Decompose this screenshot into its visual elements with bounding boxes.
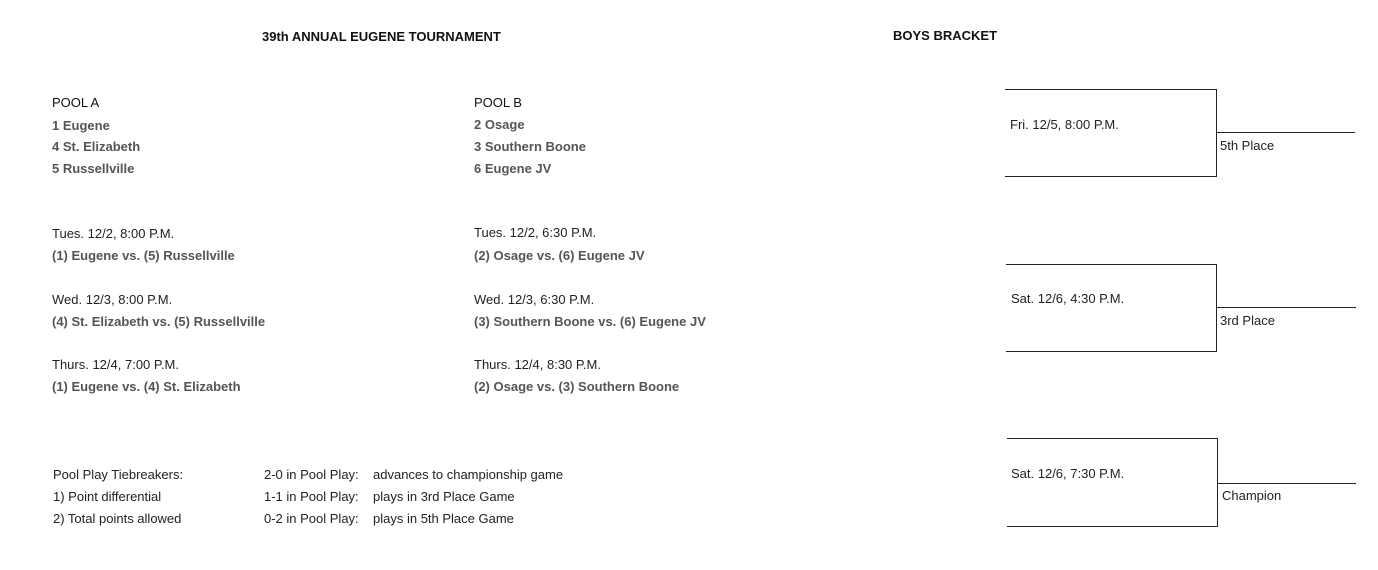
tiebreakers-title: Pool Play Tiebreakers: bbox=[53, 467, 184, 482]
bracket-line-out bbox=[1217, 483, 1356, 484]
game-matchup: (1) Eugene vs. (5) Russellville bbox=[52, 248, 235, 263]
game-date: Thurs. 12/4, 7:00 P.M. bbox=[52, 357, 179, 372]
bracket-line-bottom bbox=[1006, 351, 1217, 352]
outcome-record: 1-1 in Pool Play: bbox=[264, 489, 359, 504]
outcome-result: plays in 3rd Place Game bbox=[373, 489, 515, 504]
pool-b-team: 2 Osage bbox=[474, 117, 525, 132]
bracket-line-vertical bbox=[1216, 89, 1217, 177]
bracket-game-label: 5th Place bbox=[1220, 138, 1275, 153]
bracket-game-label: Champion bbox=[1222, 488, 1282, 503]
bracket-game-time: Fri. 12/5, 8:00 P.M. bbox=[1010, 117, 1119, 132]
bracket-line-top bbox=[1006, 264, 1217, 265]
pool-a-team: 4 St. Elizabeth bbox=[52, 139, 141, 154]
game-date: Wed. 12/3, 8:00 P.M. bbox=[52, 292, 173, 307]
bracket-line-bottom bbox=[1005, 176, 1217, 177]
pool-b-team: 6 Eugene JV bbox=[474, 161, 552, 176]
tiebreaker-item: 2) Total points allowed bbox=[53, 511, 182, 526]
bracket-line-top bbox=[1007, 438, 1218, 439]
game-date: Wed. 12/3, 6:30 P.M. bbox=[474, 292, 595, 307]
tiebreaker-item: 1) Point differential bbox=[53, 489, 162, 504]
bracket-line-out bbox=[1216, 307, 1356, 308]
outcome-result: plays in 5th Place Game bbox=[373, 511, 514, 526]
outcome-result: advances to championship game bbox=[373, 467, 564, 482]
pool-a-title: POOL A bbox=[52, 95, 100, 110]
game-matchup: (4) St. Elizabeth vs. (5) Russellville bbox=[52, 314, 266, 329]
outcome-record: 2-0 in Pool Play: bbox=[264, 467, 359, 482]
bracket-line-top bbox=[1005, 89, 1217, 90]
bracket-line-bottom bbox=[1007, 526, 1218, 527]
game-matchup: (1) Eugene vs. (4) St. Elizabeth bbox=[52, 379, 241, 394]
game-date: Tues. 12/2, 6:30 P.M. bbox=[474, 225, 597, 240]
game-date: Tues. 12/2, 8:00 P.M. bbox=[52, 226, 175, 241]
pool-b-team: 3 Southern Boone bbox=[474, 139, 586, 154]
bracket-title: BOYS BRACKET bbox=[893, 28, 998, 43]
bracket-game-label: 3rd Place bbox=[1220, 313, 1275, 328]
pool-b-title: POOL B bbox=[474, 95, 522, 110]
pool-a-team: 1 Eugene bbox=[52, 118, 110, 133]
bracket-line-out bbox=[1216, 132, 1355, 133]
game-matchup: (2) Osage vs. (6) Eugene JV bbox=[474, 248, 645, 263]
tournament-title: 39th ANNUAL EUGENE TOURNAMENT bbox=[262, 29, 501, 44]
game-matchup: (3) Southern Boone vs. (6) Eugene JV bbox=[474, 314, 706, 329]
bracket-game-time: Sat. 12/6, 4:30 P.M. bbox=[1011, 291, 1125, 306]
game-matchup: (2) Osage vs. (3) Southern Boone bbox=[474, 379, 680, 394]
bracket-game-time: Sat. 12/6, 7:30 P.M. bbox=[1011, 466, 1125, 481]
outcome-record: 0-2 in Pool Play: bbox=[264, 511, 359, 526]
game-date: Thurs. 12/4, 8:30 P.M. bbox=[474, 357, 601, 372]
pool-a-team: 5 Russellville bbox=[52, 161, 135, 176]
bracket-line-vertical bbox=[1216, 264, 1217, 352]
